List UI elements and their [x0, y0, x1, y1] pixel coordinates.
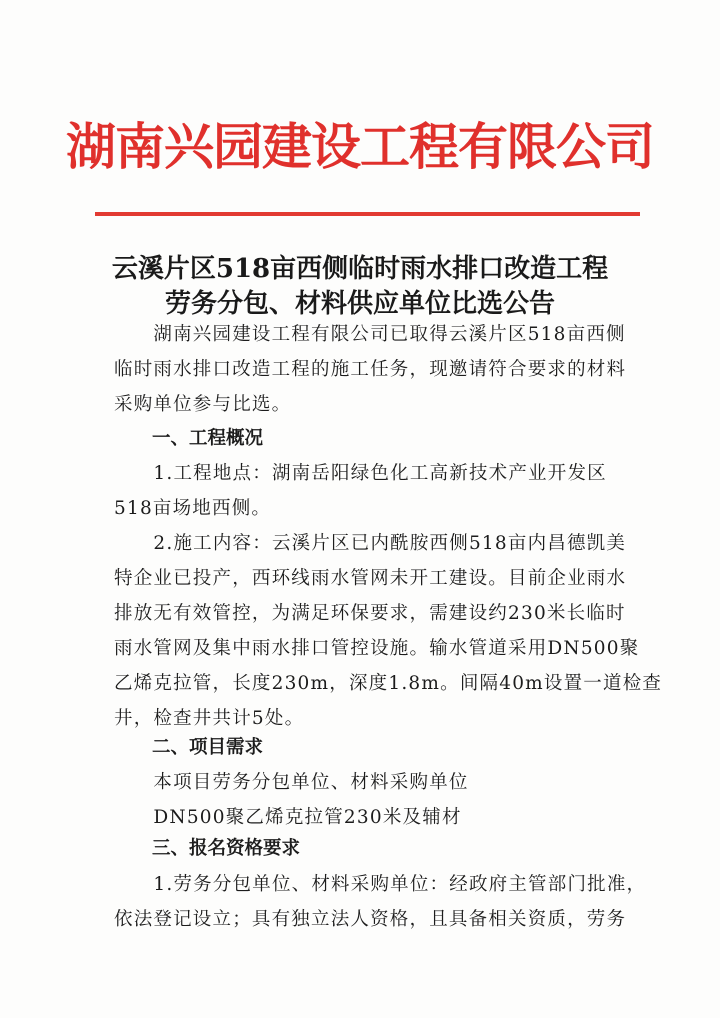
- letterhead-company-name: 湖南兴园建设工程有限公司: [66, 117, 654, 176]
- intro-paragraph: [114, 318, 627, 423]
- paragraph-line: 乙烯克拉管，长度230m，深度1.8m。间隔40m设置一道检查: [114, 673, 663, 694]
- paragraph-line: 1.劳务分包单位、材料采购单位：经政府主管部门批准，: [114, 874, 647, 895]
- section-1-item-2: [114, 527, 663, 737]
- section-2-content: [114, 766, 620, 836]
- paragraph-line: 本项目劳务分包单位、材料采购单位: [114, 772, 469, 793]
- section-1-item-1: [114, 457, 620, 527]
- paragraph-line: 井，检查井共计5处。: [114, 708, 305, 729]
- letterhead-red-rule: [95, 212, 640, 216]
- paragraph-line: 518亩场地西侧。: [114, 498, 272, 519]
- intro-line: 临时雨水排口改造工程的施工任务，现邀请符合要求的材料: [114, 359, 627, 380]
- paragraph-line: 排放无有效管控，为满足环保要求，需建设约230米长临时: [114, 603, 626, 624]
- section-2-heading: 二、项目需求: [152, 737, 264, 758]
- paragraph-line: 1.工程地点：湖南岳阳绿色化工高新技术产业开发区: [114, 463, 607, 484]
- document-title-line-1: 云溪片区518亩西侧临时雨水排口改造工程: [111, 254, 609, 284]
- section-3-heading: 三、报名资格要求: [152, 838, 301, 859]
- paragraph-line: DN500聚乙烯克拉管230米及辅材: [114, 807, 462, 828]
- document-title-line-2: 劳务分包、材料供应单位比选公告: [164, 289, 555, 319]
- intro-line: 湖南兴园建设工程有限公司已取得云溪片区518亩西侧: [114, 324, 626, 345]
- section-1-heading: 一、工程概况: [152, 428, 264, 449]
- paragraph-line: 依法登记设立；具有独立法人资格，且具备相关资质，劳务: [114, 909, 627, 930]
- intro-line: 采购单位参与比选。: [114, 394, 292, 415]
- paragraph-line: 雨水管网及集中雨水排口管控设施。输水管道采用DN500聚: [114, 638, 640, 659]
- paragraph-line: 特企业已投产，西环线雨水管网未开工建设。目前企业雨水: [114, 568, 627, 589]
- section-3-item-1: [114, 868, 647, 938]
- paragraph-line: 2.施工内容：云溪片区已内酰胺西侧518亩内昌德凯美: [114, 533, 627, 554]
